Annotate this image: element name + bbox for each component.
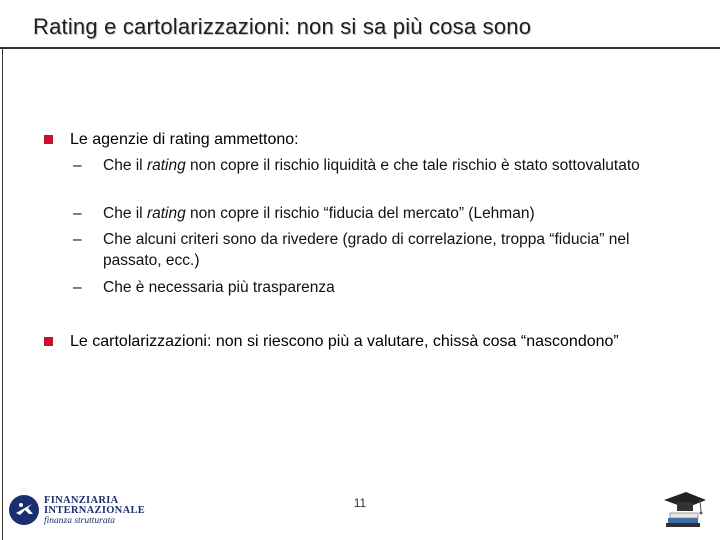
dash-marker: – <box>73 231 82 248</box>
square-bullet-icon <box>44 337 53 346</box>
logo-text-line1: FINANZIARIA <box>44 495 119 506</box>
slide-title: Rating e cartolarizzazioni: non si sa più cosa sono <box>33 14 532 39</box>
dash-marker: – <box>73 157 82 174</box>
dash-marker: – <box>73 205 82 222</box>
graduation-cap-books-icon <box>660 488 708 528</box>
sub-item-text: Che è necessaria più trasparenza <box>103 279 335 296</box>
bullet-text: Le cartolarizzazioni: non si riescono più a valutare, chissà cosa “nascondono” <box>70 333 619 350</box>
logo-text-line3: finanza strutturata <box>44 516 115 526</box>
dash-marker: – <box>73 279 82 296</box>
left-border <box>2 47 3 540</box>
company-logo <box>8 494 146 530</box>
sub-item-text: Che alcuni criteri sono da rivedere (grado di correlazione, troppa “fiducia” nel passato, ecc.) <box>103 231 630 269</box>
page-number: 11 <box>353 496 367 510</box>
logo-text-line2: INTERNAZIONALE <box>44 505 146 516</box>
sub-item-text: Che il rating non copre il rischio “fiducia del mercato” (Lehman) <box>103 205 535 222</box>
sub-item-text: Che il rating non copre il rischio liquidità e che tale rischio è stato sottovalutato <box>103 157 640 174</box>
bullet-text: Le agenzie di rating ammettono: <box>70 131 299 148</box>
square-bullet-icon <box>44 135 53 144</box>
title-divider <box>0 47 720 49</box>
stylized-plane-logo-icon <box>8 494 40 526</box>
